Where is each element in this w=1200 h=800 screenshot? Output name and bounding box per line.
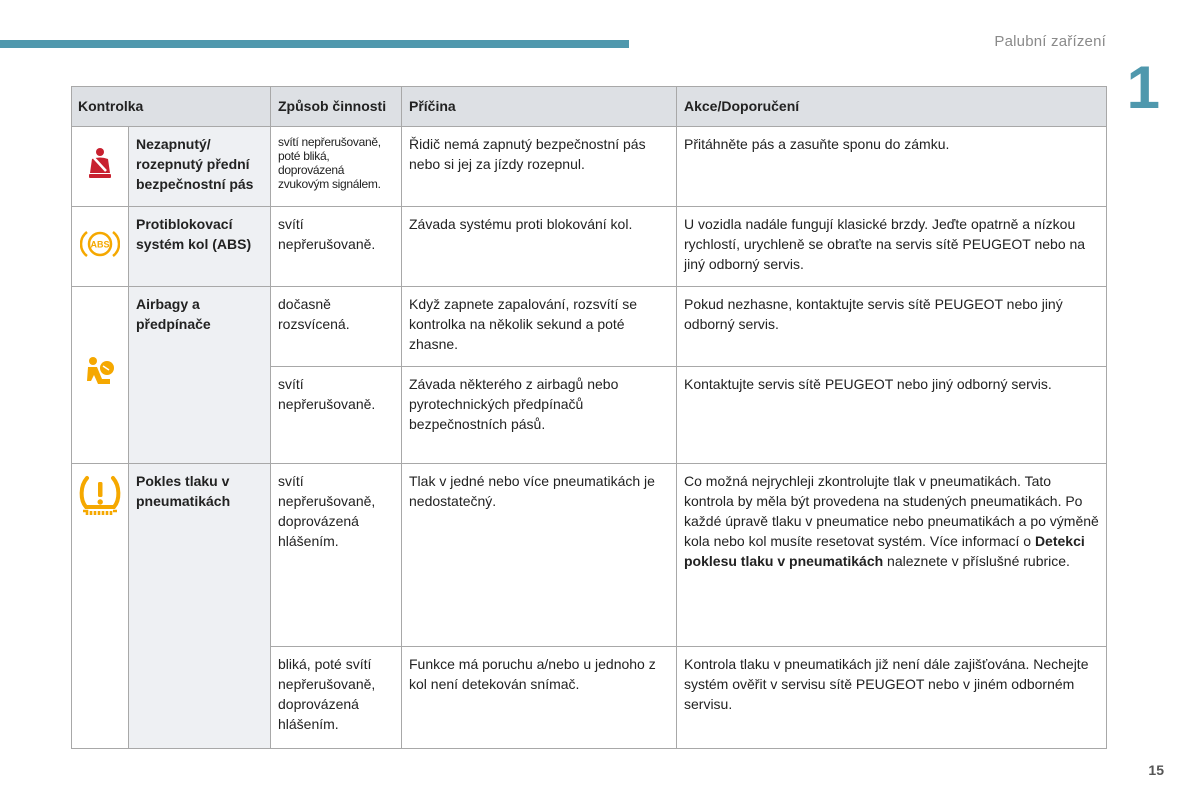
chapter-number: 1 — [1126, 54, 1160, 121]
row-tyre-action-1 — [677, 464, 1107, 647]
row-airbag-mode-1: dočasně rozsvícená. — [271, 287, 402, 367]
row-airbag-mode-2: svítí nepřerušovaně. — [271, 367, 402, 464]
airbag-icon — [82, 355, 118, 396]
seatbelt-icon-cell — [71, 127, 129, 207]
row-airbag-action-2: Kontaktujte servis sítě PEUGEOT nebo jiný odborný servis. — [677, 367, 1107, 464]
seatbelt-warning-icon — [86, 147, 114, 186]
row-tyre-cause-2: Funkce má poruchu a/nebo u jednoho z kol není detekován snímač. — [402, 647, 677, 749]
row-seatbelt-label: Nezapnutý/ rozepnutý přední bezpečnostní pás — [129, 127, 271, 207]
row-tyre-mode-1: svítí nepřerušovaně, doprovázená hlášením. — [271, 464, 402, 647]
header-action: Akce/Doporučení — [677, 86, 1107, 127]
page-number: 15 — [1148, 762, 1164, 778]
airbag-icon-cell — [71, 287, 129, 464]
row-airbag-cause-1: Když zapnete zapalování, rozsvítí se kontrolka na několik sekund a poté zhasne. — [402, 287, 677, 367]
row-abs-label: Protiblokovací systém kol (ABS) — [129, 207, 271, 287]
row-tyre-action-1-text: Co možná nejrychleji zkontrolujte tlak v pneumatikách. Tato kontrola by měla být provedena na studených pneumatikách. Po každé úpravě tlaku v pneumatice nebo pneumatikách a po výměně kola nebo kol musíte resetovat systém. Více informací o — [684, 473, 1099, 549]
header-cause: Příčina — [402, 86, 677, 127]
header-indicator: Kontrolka — [71, 86, 271, 127]
row-tyre-action-2: Kontrola tlaku v pneumatikách již není dále zajišťována. Nechejte systém ověřit v servisu sítě PEUGEOT nebo v jiném odborném servisu. — [677, 647, 1107, 749]
abs-icon-cell — [71, 207, 129, 287]
row-seatbelt-cause: Řidič nemá zapnutý bezpečnostní pás nebo si jej za jízdy rozepnul. — [402, 127, 677, 207]
row-tyre-label: Pokles tlaku v pneumatikách — [129, 464, 271, 749]
row-abs-mode: svítí nepřerušovaně. — [271, 207, 402, 287]
row-tyre-action-1-tail: naleznete v příslušné rubrice. — [883, 553, 1070, 569]
row-tyre-action-1-reference: Detekci poklesu tlaku v pneumatikách — [684, 533, 1085, 569]
header-mode: Způsob činnosti — [271, 86, 402, 127]
row-tyre-cause-1: Tlak v jedné nebo více pneumatikách je nedostatečný. — [402, 464, 677, 647]
row-abs-action: U vozidla nadále fungují klasické brzdy. Jeďte opatrně a nízkou rychlostí, urychleně se obraťte na servis sítě PEUGEOT nebo na jiný odborný servis. — [677, 207, 1107, 287]
row-airbag-label: Airbagy a předpínače — [129, 287, 271, 464]
abs-warning-icon — [80, 228, 120, 265]
row-tyre-mode-2: bliká, poté svítí nepřerušovaně, doprovázená hlášením. — [271, 647, 402, 749]
warning-lights-table — [71, 86, 1107, 749]
section-title: Palubní zařízení — [994, 33, 1106, 50]
row-seatbelt-mode: svítí nepřerušovaně, poté bliká, doprovázená zvukovým signálem. — [271, 127, 402, 207]
svg-text:ABS: ABS — [89, 239, 110, 250]
top-accent-bar — [0, 40, 629, 48]
tyre-pressure-icon — [77, 474, 123, 523]
tyre-pressure-icon-cell — [71, 464, 129, 749]
row-abs-cause: Závada systému proti blokování kol. — [402, 207, 677, 287]
row-seatbelt-action: Přitáhněte pás a zasuňte sponu do zámku. — [677, 127, 1107, 207]
row-airbag-action-1: Pokud nezhasne, kontaktujte servis sítě PEUGEOT nebo jiný odborný servis. — [677, 287, 1107, 367]
row-airbag-cause-2: Závada některého z airbagů nebo pyrotechnických předpínačů bezpečnostních pásů. — [402, 367, 677, 464]
